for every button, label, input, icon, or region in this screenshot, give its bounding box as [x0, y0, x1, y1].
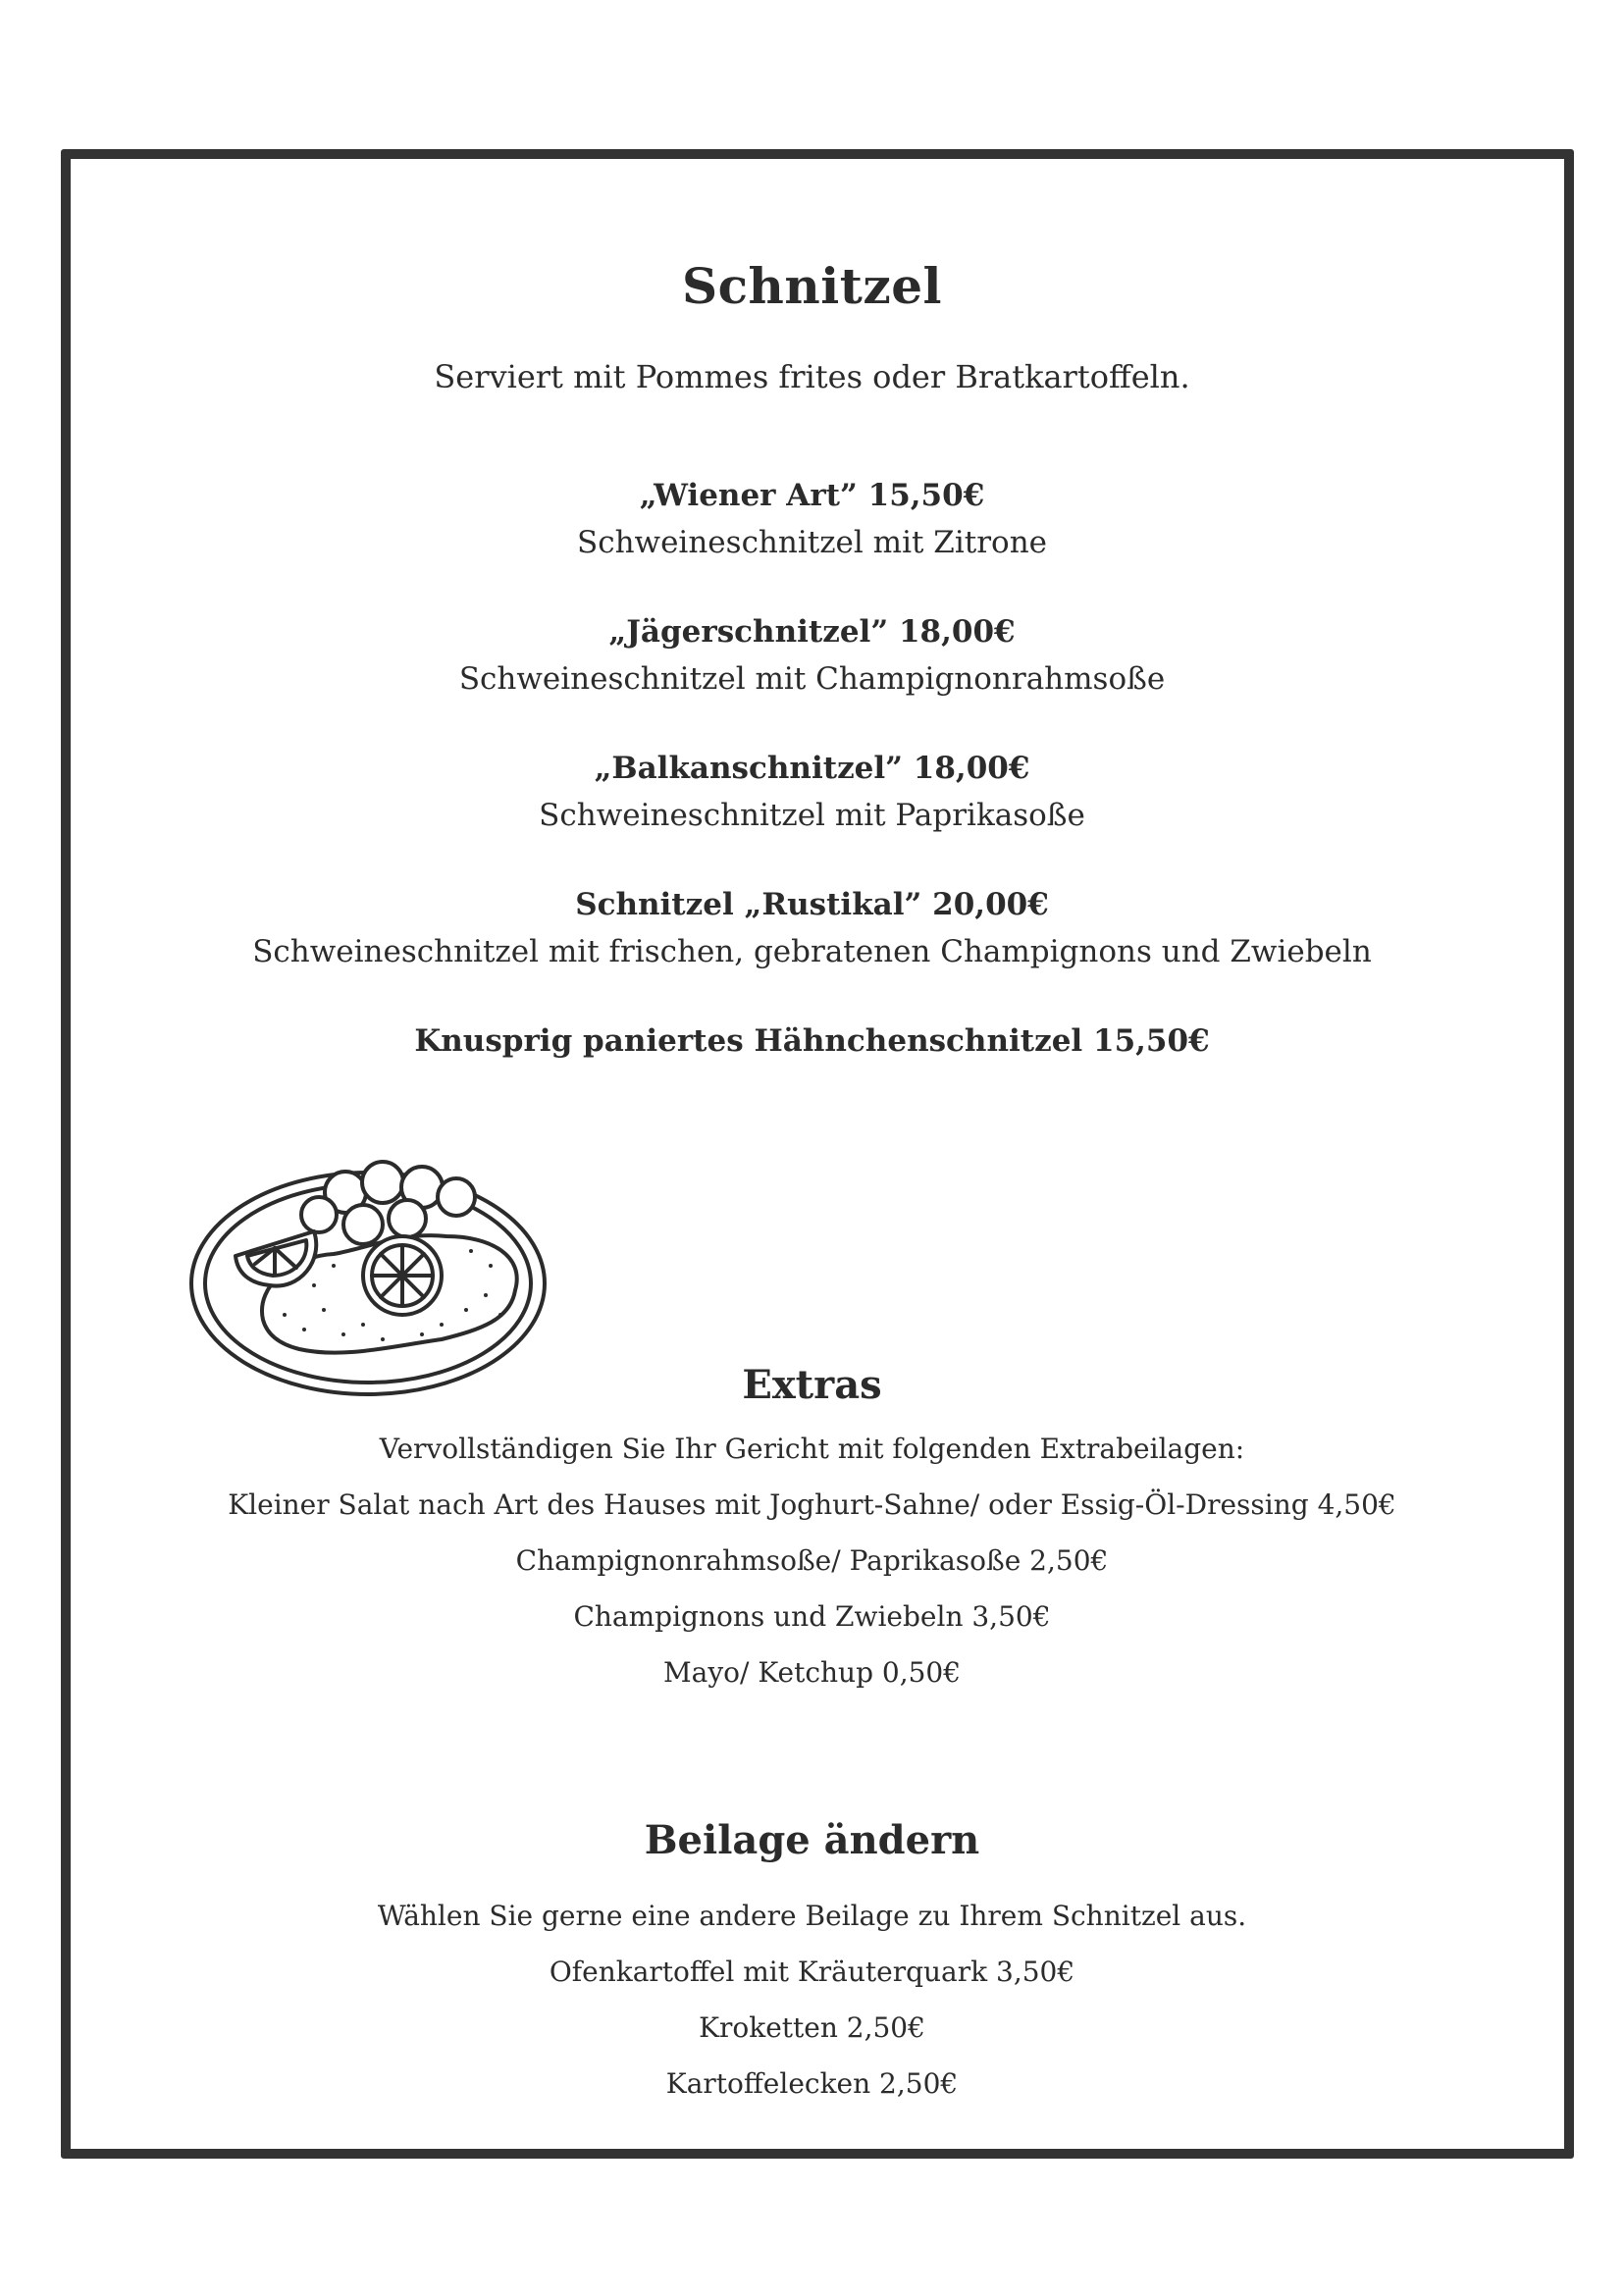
section-title-extras: Extras: [742, 1362, 882, 1408]
menu-item-desc: Schweineschnitzel mit frischen, gebratenen Champignons und Zwiebeln: [252, 934, 1372, 969]
menu-item-name: Schnitzel „Rustikal” 20,00€: [575, 887, 1049, 922]
section-title-schnitzel: Schnitzel: [681, 257, 943, 315]
menu-item-desc: Schweineschnitzel mit Champignonrahmsoße: [458, 661, 1166, 697]
beilage-intro: Wählen Sie gerne eine andere Beilage zu Ihrem Schnitzel aus.: [377, 1900, 1247, 1932]
section-subtitle-schnitzel: Serviert mit Pommes frites oder Bratkartoffeln.: [434, 358, 1190, 395]
section-title-beilage: Beilage ändern: [644, 1817, 980, 1863]
extras-item: Champignons und Zwiebeln 3,50€: [573, 1600, 1051, 1633]
menu-item-name: Knusprig paniertes Hähnchenschnitzel 15,50€: [414, 1023, 1210, 1059]
beilage-item: Kroketten 2,50€: [699, 2011, 925, 2044]
extras-item: Mayo/ Ketchup 0,50€: [662, 1656, 962, 1689]
menu-item-name: „Jägerschnitzel” 18,00€: [608, 614, 1016, 650]
beilage-item: Kartoffelecken 2,50€: [665, 2067, 959, 2100]
extras-intro: Vervollständigen Sie Ihr Gericht mit folgenden Extrabeilagen:: [379, 1433, 1245, 1465]
menu-item-desc: Schweineschnitzel mit Paprikasoße: [539, 798, 1085, 833]
extras-item: Kleiner Salat nach Art des Hauses mit Joghurt-Sahne/ oder Essig-Öl-Dressing 4,50€: [228, 1488, 1396, 1521]
beilage-item: Ofenkartoffel mit Kräuterquark 3,50€: [549, 1956, 1075, 1988]
menu-item-desc: Schweineschnitzel mit Zitrone: [576, 525, 1048, 560]
menu-item-name: „Balkanschnitzel” 18,00€: [594, 751, 1030, 786]
menu-item-name: „Wiener Art” 15,50€: [639, 478, 985, 513]
extras-item: Champignonrahmsoße/ Paprikasoße 2,50€: [515, 1544, 1109, 1577]
